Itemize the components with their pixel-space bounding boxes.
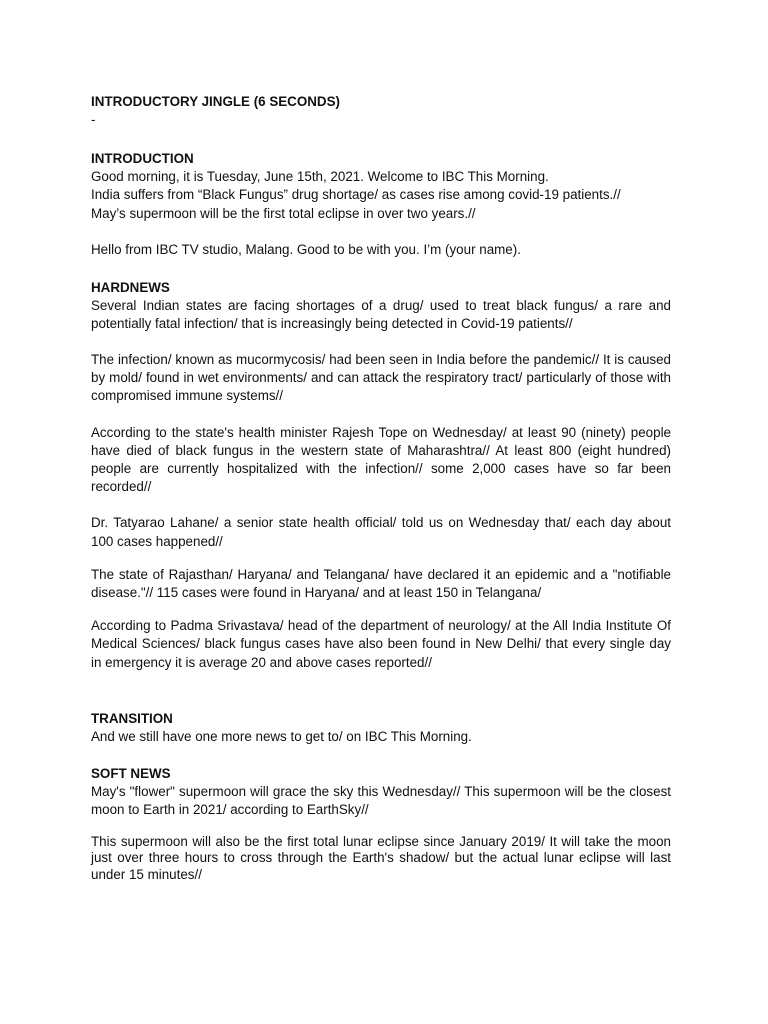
introduction-line-2: India suffers from “Black Fungus” drug shortage/ as cases rise among covid-19 patients.// xyxy=(91,187,621,202)
transition-heading: TRANSITION xyxy=(91,710,173,726)
softnews-heading: SOFT NEWS xyxy=(91,766,171,782)
hardnews-paragraph-1: Several Indian states are facing shortages of a drug/ used to treat black fungus/ a rare and potentially fatal infection/ that is increasingly being detected in Covid-19 patients// xyxy=(91,297,671,331)
introduction-line-1: Good morning, it is Tuesday, June 15th, 2021. Welcome to IBC This Morning. xyxy=(91,168,549,184)
intro-jingle-heading: INTRODUCTORY JINGLE (6 SECONDS) xyxy=(91,94,340,109)
hardnews-paragraph-6: According to Padma Srivastava/ head of the department of neurology/ at the All India Institute Of Medical Sciences/ black fungus cases have also been found in New Delhi/ that every single day in emergency it is average 20 and above cases reported// xyxy=(91,618,671,670)
hardnews-heading: HARDNEWS xyxy=(91,279,170,295)
intro-jingle-dash: - xyxy=(91,112,96,127)
hardnews-paragraph-2: The infection/ known as mucormycosis/ had been seen in India before the pandemic// It is caused by mold/ found in wet environments/ and can attack the respiratory tract/ particularly of those with compromised immune systems// xyxy=(91,351,671,404)
softnews-paragraph-1: May's "flower" supermoon will grace the sky this Wednesday// This supermoon will be the closest moon to Earth in 2021/ according to EarthSky// xyxy=(91,784,671,818)
hardnews-paragraph-3: According to the state's health minister Rajesh Tope on Wednesday/ at least 90 (ninety) people have died of black fungus in the western state of Maharashtra// At least 800 (eight hundred) people are currently hospitalized with the infection// some 2,000 cases have so far been recorded// xyxy=(91,424,671,495)
introduction-line-3: May’s supermoon will be the first total eclipse in over two years.// xyxy=(91,205,476,221)
introduction-heading: INTRODUCTION xyxy=(91,150,194,166)
introduction-hello: Hello from IBC TV studio, Malang. Good to be with you. I’m (your name). xyxy=(91,242,521,257)
transition-line: And we still have one more news to get to/ on IBC This Morning. xyxy=(91,728,472,744)
script-page xyxy=(91,92,671,883)
hardnews-paragraph-5: The state of Rajasthan/ Haryana/ and Telangana/ have declared it an epidemic and a "notifiable disease."// 115 cases were found in Haryana/ and at least 150 in Telangana/ xyxy=(91,566,671,600)
softnews-paragraph-2: This supermoon will also be the first total lunar eclipse since January 2019/ It will take the moon just over three hours to cross through the Earth's shadow/ but the actual lunar eclipse will last under 15 minutes// xyxy=(91,833,671,882)
hardnews-paragraph-4: Dr. Tatyarao Lahane/ a senior state health official/ told us on Wednesday that/ each day about 100 cases happened// xyxy=(91,515,671,549)
